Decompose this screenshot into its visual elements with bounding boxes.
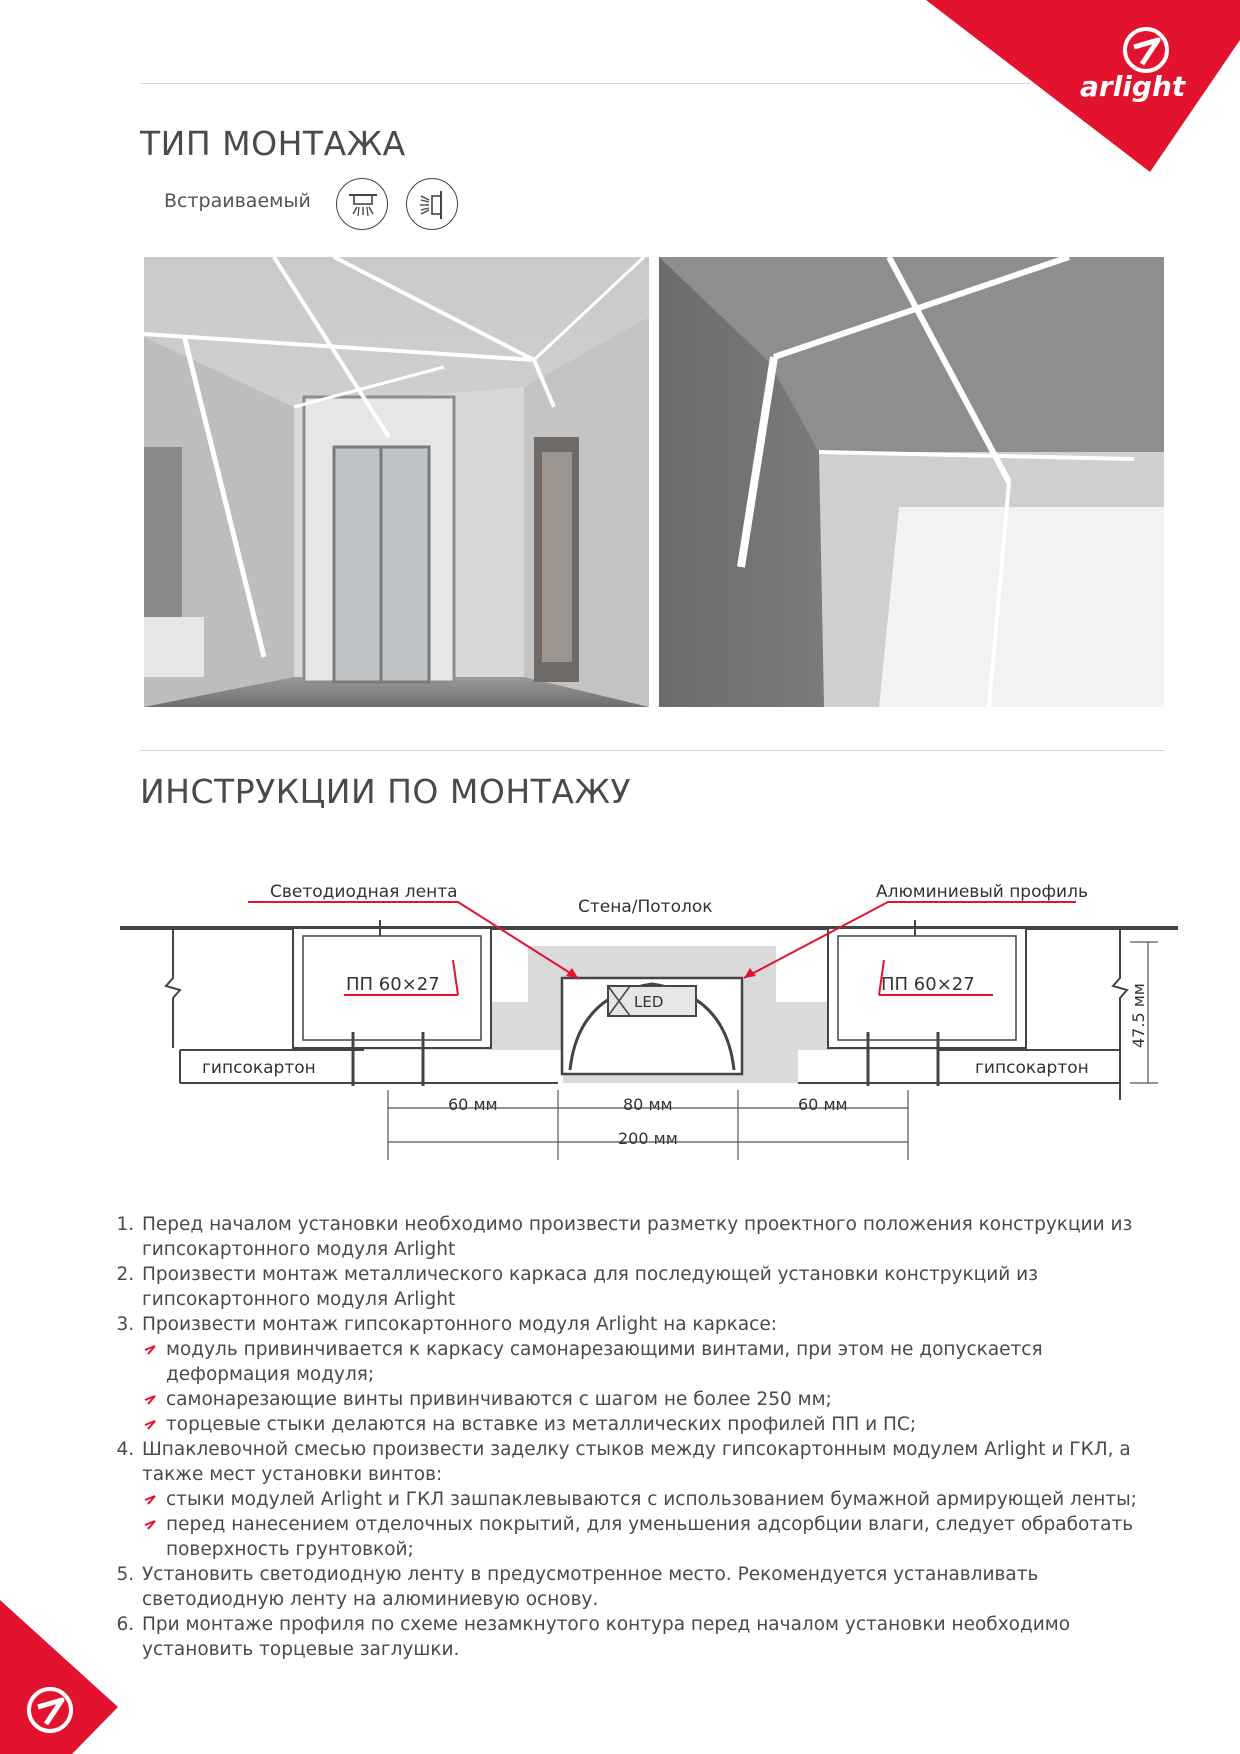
arrow-bullet-icon [144,1395,156,1405]
instruction-step-text: Произвести монтаж металлического каркаса для последующей установки конструкций из гипсокартонного модуля Arlight [142,1264,1039,1310]
installation-diagram [118,860,1182,1180]
instruction-step [140,1612,1148,1662]
instruction-substep-text: торцевые стыки делаются на вставке из металлических профилей ПП и ПС; [166,1414,917,1435]
label-drywall-right: гипсокартон [975,1058,1089,1078]
arrow-bullet-icon [144,1520,156,1530]
instruction-substeps [142,1337,1148,1437]
instruction-list [118,1212,1148,1662]
dimension-right: 60 мм [798,1095,848,1114]
label-drywall-left: гипсокартон [202,1058,316,1078]
middle-divider [140,750,1165,751]
label-led-strip: Светодиодная лента [270,882,458,902]
label-aluminium-profile: Алюминиевый профиль [876,882,1088,902]
instruction-step-text: Шпаклевочной смесью произвести заделку стыков между гипсокартонным модулем Arlight и ГКЛ, а также мест установки винтов: [142,1439,1131,1485]
instruction-substep [142,1387,1148,1412]
logo-text: arlight [1080,70,1186,103]
instruction-step [140,1312,1148,1437]
corner-light-photo [659,257,1164,707]
dimension-center: 80 мм [623,1095,673,1114]
instruction-substep-text: модуль привинчивается к каркасу самонарезающими винтами, при этом не допускается деформация модуля; [166,1339,1043,1385]
instruction-step [140,1562,1148,1612]
instructions-title: ИНСТРУКЦИИ ПО МОНТАЖУ [140,772,632,811]
instruction-step-text: Произвести монтаж гипсокартонного модуля Arlight на каркасе: [142,1314,777,1335]
dimension-height: 47.5 мм [1129,983,1148,1048]
wall-recessed-icon [406,178,458,230]
arrow-bullet-icon [144,1420,156,1430]
ceiling-recessed-icon [336,178,388,230]
steps-ordered-list [118,1212,1148,1662]
instruction-substep [142,1512,1148,1562]
mounting-type-label: Встраиваемый [164,190,311,212]
label-wall-ceiling: Стена/Потолок [578,897,713,917]
mounting-title: ТИП МОНТАЖА [140,124,406,163]
arrow-bullet-icon [144,1495,156,1505]
instruction-substep [142,1337,1148,1387]
instruction-step-text: Перед началом установки необходимо произвести разметку проектного положения конструкции из гипсокартонного модуля Arlight [142,1214,1133,1260]
instruction-substep-text: самонарезающие винты привинчиваются с шагом не более 250 мм; [166,1389,832,1410]
arrow-bullet-icon [144,1345,156,1355]
brand-corner-bottom [0,1600,120,1754]
label-pp-right: ПП 60×27 [881,974,975,995]
instruction-substep [142,1412,1148,1437]
dimension-total: 200 мм [618,1129,678,1148]
instruction-substep [142,1487,1148,1512]
instruction-step [140,1262,1148,1312]
instruction-substep-text: стыки модулей Arlight и ГКЛ зашпаклевываются с использованием бумажной армирующей ленты; [166,1489,1137,1510]
instruction-step [140,1437,1148,1562]
instruction-step [140,1212,1148,1262]
dimension-left: 60 мм [448,1095,498,1114]
corridor-photo [144,257,649,707]
instruction-step-text: Установить светодиодную ленту в предусмотренное место. Рекомендуется устанавливать светодиодную ленту на алюминиевую основу. [142,1564,1039,1610]
label-led: LED [634,993,664,1011]
instruction-step-text: При монтаже профиля по схеме незамкнутого контура перед началом установки необходимо установить торцевые заглушки. [142,1614,1071,1660]
instruction-substeps [142,1487,1148,1562]
brand-corner [920,0,1240,180]
label-pp-left: ПП 60×27 [346,974,440,995]
top-divider [140,83,1030,84]
instruction-substep-text: перед нанесением отделочных покрытий, для уменьшения адсорбции влаги, следует обработать поверхность грунтовкой; [166,1514,1134,1560]
